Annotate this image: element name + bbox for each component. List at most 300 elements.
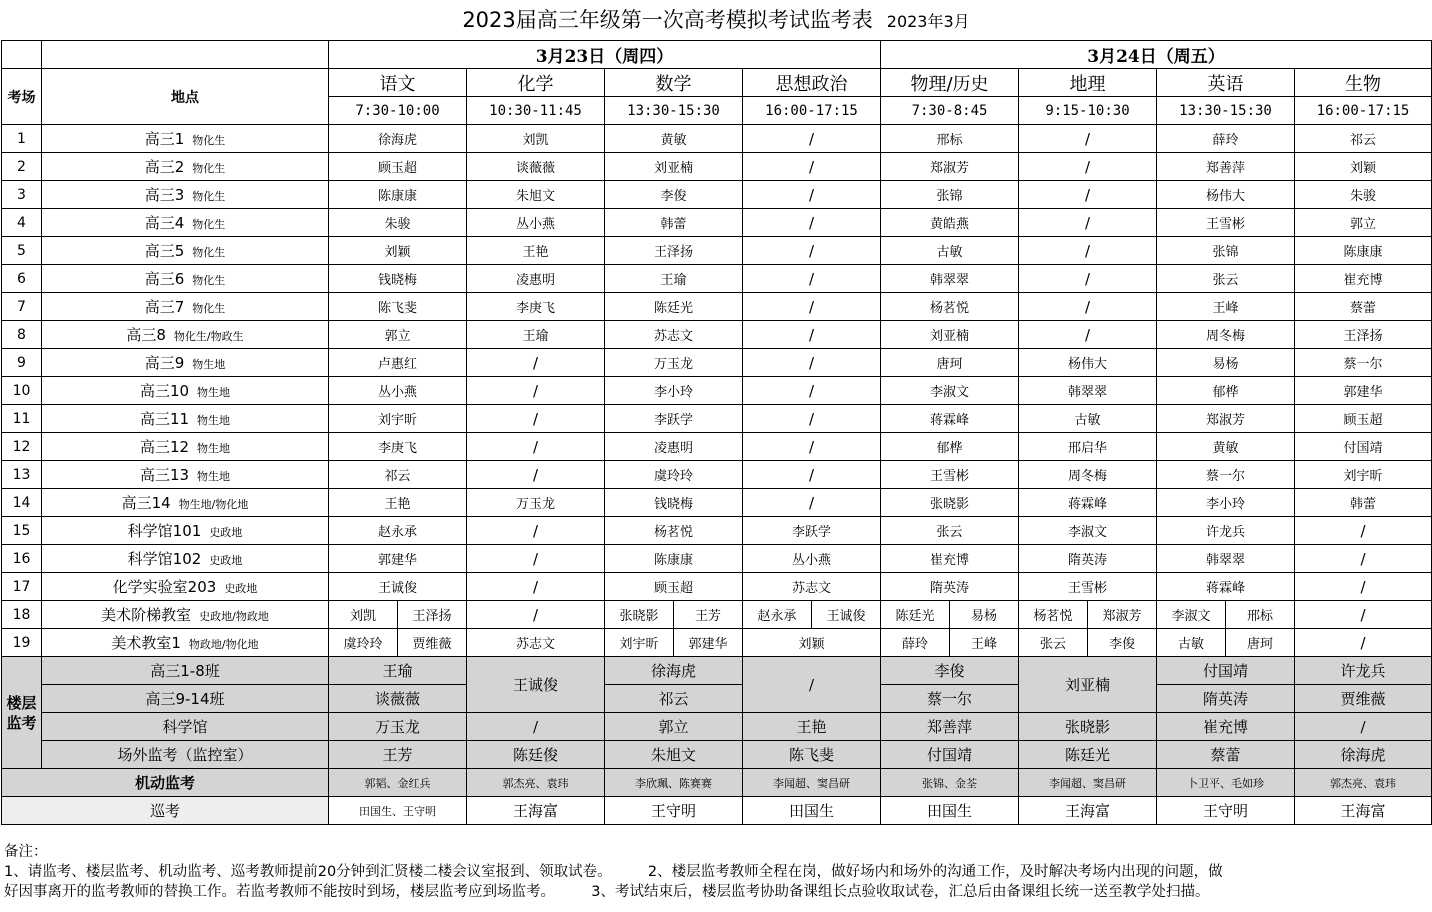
proctor-cell: 凌惠明: [605, 433, 743, 461]
notes-heading: 备注：: [4, 844, 48, 860]
proctor-cell: /: [743, 349, 881, 377]
proctor-cell: 古敏: [1157, 629, 1226, 657]
room-subject-combo: 史政地: [209, 554, 243, 567]
title-date: 2023年3月: [886, 12, 970, 31]
floor-row-name: 场外监考（监控室）: [42, 741, 329, 769]
proctor-cell: /: [743, 209, 881, 237]
proctor-cell: 王诚俊: [812, 601, 881, 629]
proctor-cell: 刘宇昕: [605, 629, 674, 657]
proctor-cell: 周冬梅: [1157, 321, 1295, 349]
room-location: [42, 629, 329, 657]
proctor-cell: 田国生: [743, 797, 881, 825]
proctor-cell: 郑善萍: [881, 713, 1019, 741]
table-row: [2, 237, 1432, 265]
proctor-cell: 刘颖: [1295, 153, 1432, 181]
floor-proctor-label: 楼层 监考: [2, 657, 42, 769]
room-subject-combo: 物化生: [192, 134, 226, 147]
header-corner: [2, 41, 42, 69]
proctor-cell: 李俊: [881, 657, 1019, 685]
room-rows: [2, 125, 1432, 601]
room-subject-combo: 物生地: [192, 358, 226, 371]
room-location: [42, 237, 329, 265]
proctor-cell: 李俊: [605, 181, 743, 209]
proctor-cell: 付国靖: [881, 741, 1019, 769]
subject-header: 化学: [467, 69, 605, 97]
proctor-cell: /: [1295, 517, 1432, 545]
proctor-cell: /: [743, 237, 881, 265]
table-row: [2, 405, 1432, 433]
proctor-cell: 钱晓梅: [605, 489, 743, 517]
proctor-cell: 李小玲: [605, 377, 743, 405]
proctor-cell: /: [743, 321, 881, 349]
proctor-cell: 韩蕾: [605, 209, 743, 237]
proctor-cell: 唐珂: [881, 349, 1019, 377]
proctor-cell: 张云: [1157, 265, 1295, 293]
room-number: 19: [2, 629, 42, 657]
proctor-cell: 周冬梅: [1019, 461, 1157, 489]
proctor-cell: 祁云: [605, 685, 743, 713]
proctor-cell: /: [467, 433, 605, 461]
room-subject-combo: 物化生: [192, 218, 226, 231]
floor-row-name: 高三9-14班: [42, 685, 329, 713]
proctor-cell: 许龙兵: [1295, 657, 1432, 685]
proctor-cell: /: [1019, 237, 1157, 265]
proctor-cell: 徐海虎: [605, 657, 743, 685]
room-subject-combo: 物生地/物化地: [178, 498, 249, 511]
proctor-cell: 赵永承: [329, 517, 467, 545]
proctor-cell: /: [467, 601, 605, 629]
subject-header: 生物: [1295, 69, 1432, 97]
proctor-cell: 李欣珮、陈赛赛: [605, 769, 743, 797]
proctor-cell: 王诚俊: [329, 573, 467, 601]
proctor-cell: 付国靖: [1157, 657, 1295, 685]
proctor-cell: 蔡一尔: [1295, 349, 1432, 377]
header-corner-2: [42, 41, 329, 69]
proctor-cell: 郁桦: [881, 433, 1019, 461]
room-subject-combo: 物政地/物化地: [188, 638, 259, 651]
table-row: [2, 293, 1432, 321]
room-location: [42, 265, 329, 293]
proctor-cell: /: [743, 433, 881, 461]
proctor-cell: /: [467, 545, 605, 573]
room-name: 化学实验室203: [112, 578, 217, 596]
proctor-cell: 陈康康: [329, 181, 467, 209]
room-subject-combo: 物化生: [192, 274, 226, 287]
time-header: 10:30-11:45: [467, 97, 605, 125]
proctor-cell: 杨伟大: [1019, 349, 1157, 377]
table-row: [2, 573, 1432, 601]
table-row: [2, 181, 1432, 209]
patrol-label: 巡考: [2, 797, 329, 825]
proctor-cell: 顾玉超: [605, 573, 743, 601]
proctor-cell: 杨茗悦: [605, 517, 743, 545]
proctor-cell: 郭韬、金红兵: [329, 769, 467, 797]
room-name: 美术阶梯教室: [101, 606, 192, 624]
mobile-proctor-label: 机动监考: [2, 769, 329, 797]
proctor-cell: 李俊: [1088, 629, 1157, 657]
proctor-cell: /: [743, 405, 881, 433]
table-row: [2, 377, 1432, 405]
proctor-cell: 古敏: [1019, 405, 1157, 433]
room-subject-combo: 史政地/物政地: [199, 610, 269, 623]
proctor-cell: 崔充博: [1295, 265, 1432, 293]
proctor-cell: 李跃学: [743, 517, 881, 545]
proctor-cell: 郭立: [329, 321, 467, 349]
room-number: 9: [2, 349, 42, 377]
proctor-cell: 张锦: [1157, 237, 1295, 265]
proctor-cell: 张晓影: [1019, 713, 1157, 741]
room-number: 16: [2, 545, 42, 573]
subject-header: 物理/历史: [881, 69, 1019, 97]
proctor-cell: /: [467, 349, 605, 377]
proctor-cell: 田国生: [881, 797, 1019, 825]
room-subject-combo: 物生地: [197, 414, 231, 427]
subject-header: 数学: [605, 69, 743, 97]
proctor-cell: 李淑文: [1157, 601, 1226, 629]
table-row: [2, 461, 1432, 489]
proctor-cell: 谈薇薇: [467, 153, 605, 181]
proctor-cell: 蔡一尔: [881, 685, 1019, 713]
room-subject-combo: 物化生: [192, 246, 226, 259]
proctor-cell: /: [467, 405, 605, 433]
proctor-cell: 王诚俊: [467, 657, 605, 713]
table-row: [2, 349, 1432, 377]
proctor-cell: /: [1019, 209, 1157, 237]
room-number: 14: [2, 489, 42, 517]
date-header-0324: 3月24日（周五）: [881, 41, 1432, 69]
room-number: 7: [2, 293, 42, 321]
proctor-cell: 杨茗悦: [881, 293, 1019, 321]
proctor-cell: 万玉龙: [605, 349, 743, 377]
proctor-cell: 韩翠翠: [881, 265, 1019, 293]
room-number: 3: [2, 181, 42, 209]
room-name: 科学馆102: [127, 550, 202, 568]
proctor-cell: 薛玲: [1157, 125, 1295, 153]
proctor-cell: /: [467, 713, 605, 741]
notes-section: [4, 842, 1428, 902]
proctor-cell: 李淑文: [1019, 517, 1157, 545]
proctor-cell: 刘凯: [329, 601, 398, 629]
proctor-cell: 郭立: [605, 713, 743, 741]
proctor-cell: 谈薇薇: [329, 685, 467, 713]
proctor-cell: 郭建华: [329, 545, 467, 573]
proctor-cell: 田国生、王守明: [329, 797, 467, 825]
proctor-cell: 虞玲玲: [605, 461, 743, 489]
proctor-cell: 虞玲玲: [329, 629, 398, 657]
proctor-cell: 凌惠明: [467, 265, 605, 293]
room-location: [42, 405, 329, 433]
proctor-cell: 蒋霖峰: [881, 405, 1019, 433]
proctor-cell: 李淑文: [881, 377, 1019, 405]
proctor-cell: 丛小燕: [467, 209, 605, 237]
proctor-cell: 王峰: [950, 629, 1019, 657]
proctor-cell: 王峰: [1157, 293, 1295, 321]
proctor-cell: /: [743, 489, 881, 517]
proctor-cell: 王海富: [467, 797, 605, 825]
room-subject-combo: 史政地: [224, 582, 258, 595]
proctor-cell: 邢标: [1226, 601, 1295, 629]
proctor-cell: 隋英涛: [881, 573, 1019, 601]
proctor-cell: /: [743, 293, 881, 321]
proctor-cell: 苏志文: [605, 321, 743, 349]
proctor-cell: 刘颖: [743, 629, 881, 657]
proctor-cell: 隋英涛: [1157, 685, 1295, 713]
proctor-cell: 王艳: [467, 237, 605, 265]
room-name: 高三14: [121, 494, 171, 512]
location-header: 地点: [42, 69, 329, 125]
table-row: [2, 321, 1432, 349]
proctor-cell: 王艳: [743, 713, 881, 741]
proctor-cell: /: [467, 461, 605, 489]
table-row: [2, 153, 1432, 181]
proctor-cell: 丛小燕: [329, 377, 467, 405]
room-name: 高三12: [139, 438, 190, 456]
table-row: [2, 489, 1432, 517]
proctor-cell: 崔充博: [1157, 713, 1295, 741]
room-location: [42, 545, 329, 573]
proctor-cell: /: [743, 265, 881, 293]
room-subject-combo: 物化生: [192, 190, 226, 203]
proctor-cell: 黄敏: [1157, 433, 1295, 461]
room-number: 4: [2, 209, 42, 237]
proctor-cell: 蔡蕾: [1157, 741, 1295, 769]
proctor-cell: 王雪彬: [881, 461, 1019, 489]
proctor-cell: 朱旭文: [467, 181, 605, 209]
floor-row-name: 科学馆: [42, 713, 329, 741]
proctor-schedule-table: [1, 40, 1432, 825]
proctor-cell: 唐珂: [1226, 629, 1295, 657]
room-location: [42, 209, 329, 237]
room-name: 高三7: [144, 298, 185, 316]
proctor-cell: 刘宇昕: [329, 405, 467, 433]
proctor-cell: 顾玉超: [1295, 405, 1432, 433]
proctor-cell: 陈廷光: [605, 293, 743, 321]
proctor-cell: /: [467, 573, 605, 601]
room-location: [42, 433, 329, 461]
proctor-cell: /: [1019, 293, 1157, 321]
proctor-cell: 刘凯: [467, 125, 605, 153]
table-row: [2, 517, 1432, 545]
room-subject-combo: 物生地: [197, 470, 231, 483]
proctor-cell: 陈康康: [605, 545, 743, 573]
proctor-cell: 王泽扬: [1295, 321, 1432, 349]
subject-header: 思想政治: [743, 69, 881, 97]
proctor-cell: 韩蕾: [1295, 489, 1432, 517]
table-row: [2, 601, 1432, 629]
time-header: 13:30-15:30: [1157, 97, 1295, 125]
proctor-cell: /: [1295, 573, 1432, 601]
proctor-cell: 杨茗悦: [1019, 601, 1088, 629]
room-number: 5: [2, 237, 42, 265]
room-subject-combo: 物化生: [192, 162, 226, 175]
time-header: 16:00-17:15: [1295, 97, 1432, 125]
proctor-cell: 王泽扬: [398, 601, 467, 629]
proctor-cell: 王瑜: [605, 265, 743, 293]
proctor-cell: 黄敏: [605, 125, 743, 153]
floor-row-name: 高三1-8班: [42, 657, 329, 685]
proctor-cell: 王海富: [1295, 797, 1432, 825]
proctor-cell: 隋英涛: [1019, 545, 1157, 573]
proctor-cell: 祁云: [329, 461, 467, 489]
proctor-cell: 王芳: [329, 741, 467, 769]
proctor-cell: 苏志文: [467, 629, 605, 657]
proctor-cell: 李庚飞: [467, 293, 605, 321]
proctor-cell: 陈廷光: [1019, 741, 1157, 769]
proctor-cell: 赵永承: [743, 601, 812, 629]
proctor-cell: /: [743, 125, 881, 153]
subject-header: 英语: [1157, 69, 1295, 97]
table-row: [2, 209, 1432, 237]
proctor-cell: 郁桦: [1157, 377, 1295, 405]
room-location: [42, 181, 329, 209]
proctor-cell: 郑淑芳: [1157, 405, 1295, 433]
proctor-cell: 薛玲: [881, 629, 950, 657]
room-location: [42, 321, 329, 349]
time-header: 16:00-17:15: [743, 97, 881, 125]
proctor-cell: 郭杰亮、袁玮: [1295, 769, 1432, 797]
room-name: 高三4: [144, 214, 185, 232]
notes-line-1: 1、请监考、楼层监考、机动监考、巡考教师提前20分钟到汇贤楼二楼会议室报到、领取试卷。 2、楼层监考教师全程在岗，做好场内和场外的沟通工作，及时解决考场内出现的问题，做: [4, 864, 1223, 880]
room-subject-combo: 物生地: [197, 386, 231, 399]
room-number: 8: [2, 321, 42, 349]
room-name: 美术教室1: [111, 634, 181, 652]
room-subject-combo: 物化生/物政生: [173, 330, 244, 343]
proctor-cell: 苏志文: [743, 573, 881, 601]
proctor-cell: /: [1019, 321, 1157, 349]
room-name: 高三8: [126, 326, 166, 344]
room-name: 高三13: [139, 466, 190, 484]
notes-line-2: 好因事离开的监考教师的替换工作。若监考教师不能按时到场，楼层监考应到场监考。 3、考试结束后，楼层监考协助备课组长点验收取试卷，汇总后由备课组长统一送至教学处扫描。: [4, 884, 1210, 900]
room-name: 高三11: [139, 410, 190, 428]
proctor-cell: 陈康康: [1295, 237, 1432, 265]
proctor-cell: 陈廷俊: [467, 741, 605, 769]
room-number: 18: [2, 601, 42, 629]
proctor-cell: 邢标: [881, 125, 1019, 153]
proctor-cell: 张云: [881, 517, 1019, 545]
proctor-cell: 崔充博: [881, 545, 1019, 573]
proctor-cell: 李跃学: [605, 405, 743, 433]
time-header: 7:30-10:00: [329, 97, 467, 125]
proctor-cell: 郭杰亮、袁玮: [467, 769, 605, 797]
proctor-cell: 蒋霖峰: [1157, 573, 1295, 601]
time-header: 7:30-8:45: [881, 97, 1019, 125]
proctor-cell: 刘亚楠: [881, 321, 1019, 349]
proctor-cell: 万玉龙: [467, 489, 605, 517]
proctor-cell: 陈飞斐: [743, 741, 881, 769]
proctor-cell: 韩翠翠: [1019, 377, 1157, 405]
proctor-cell: 王泽扬: [605, 237, 743, 265]
table-row: [2, 545, 1432, 573]
proctor-cell: 李小玲: [1157, 489, 1295, 517]
table-row: [2, 265, 1432, 293]
subject-header: 地理: [1019, 69, 1157, 97]
room-name: 高三5: [144, 242, 185, 260]
proctor-cell: 刘宇昕: [1295, 461, 1432, 489]
proctor-cell: 郭建华: [674, 629, 743, 657]
proctor-cell: 张晓影: [605, 601, 674, 629]
proctor-cell: 郑善萍: [1157, 153, 1295, 181]
room-subject-combo: 物生地: [197, 442, 231, 455]
proctor-cell: 王瑜: [329, 657, 467, 685]
time-header: 9:15-10:30: [1019, 97, 1157, 125]
proctor-cell: /: [1019, 125, 1157, 153]
proctor-cell: 刘亚楠: [605, 153, 743, 181]
room-subject-combo: 物化生: [192, 302, 226, 315]
proctor-cell: 张云: [1019, 629, 1088, 657]
proctor-cell: 杨伟大: [1157, 181, 1295, 209]
proctor-cell: 蒋霖峰: [1019, 489, 1157, 517]
room-name: 高三2: [144, 158, 185, 176]
proctor-cell: 万玉龙: [329, 713, 467, 741]
room-location: [42, 601, 329, 629]
proctor-cell: 邢启华: [1019, 433, 1157, 461]
proctor-cell: 黄皓燕: [881, 209, 1019, 237]
proctor-cell: 古敏: [881, 237, 1019, 265]
proctor-cell: 张晓影: [881, 489, 1019, 517]
room-name: 高三10: [139, 382, 190, 400]
proctor-cell: 王守明: [605, 797, 743, 825]
proctor-cell: /: [743, 181, 881, 209]
room-number: 10: [2, 377, 42, 405]
proctor-cell: 李闻超、窦昌研: [743, 769, 881, 797]
room-number: 2: [2, 153, 42, 181]
room-number: 17: [2, 573, 42, 601]
proctor-cell: 王雪彬: [1157, 209, 1295, 237]
room-name: 高三1: [144, 130, 185, 148]
exam-room-header: 考场: [2, 69, 42, 125]
time-header: 13:30-15:30: [605, 97, 743, 125]
proctor-cell: 蔡蕾: [1295, 293, 1432, 321]
proctor-cell: 易杨: [1157, 349, 1295, 377]
room-name: 高三6: [144, 270, 185, 288]
split-room-rows: [2, 601, 1432, 657]
proctor-cell: 王瑜: [467, 321, 605, 349]
proctor-cell: /: [1295, 629, 1432, 657]
room-subject-combo: 史政地: [209, 526, 243, 539]
room-number: 1: [2, 125, 42, 153]
proctor-cell: 刘亚楠: [1019, 657, 1157, 713]
proctor-cell: 徐海虎: [329, 125, 467, 153]
proctor-cell: /: [743, 153, 881, 181]
title-main: 2023届高三年级第一次高考模拟考试监考表: [462, 8, 873, 32]
room-location: [42, 153, 329, 181]
room-number: 12: [2, 433, 42, 461]
proctor-cell: 顾玉超: [329, 153, 467, 181]
proctor-cell: 张锦、金荃: [881, 769, 1019, 797]
proctor-cell: /: [1295, 545, 1432, 573]
floor-proctor-rows: [2, 657, 1432, 769]
proctor-cell: 郑淑芳: [1088, 601, 1157, 629]
room-number: 11: [2, 405, 42, 433]
table-row: [2, 629, 1432, 657]
proctor-cell: 祁云: [1295, 125, 1432, 153]
proctor-cell: 丛小燕: [743, 545, 881, 573]
room-location: [42, 573, 329, 601]
proctor-cell: 王芳: [674, 601, 743, 629]
proctor-cell: 韩翠翠: [1157, 545, 1295, 573]
mobile-patrol-rows: [2, 769, 1432, 825]
proctor-cell: /: [1295, 601, 1432, 629]
proctor-cell: 朱骏: [329, 209, 467, 237]
proctor-cell: 卢惠红: [329, 349, 467, 377]
proctor-cell: 徐海虎: [1295, 741, 1432, 769]
proctor-cell: /: [743, 657, 881, 713]
room-name: 高三9: [144, 354, 185, 372]
proctor-cell: 贾维薇: [398, 629, 467, 657]
proctor-cell: 王守明: [1157, 797, 1295, 825]
proctor-cell: 卜卫平、毛如珍: [1157, 769, 1295, 797]
page-title: [0, 0, 1432, 40]
